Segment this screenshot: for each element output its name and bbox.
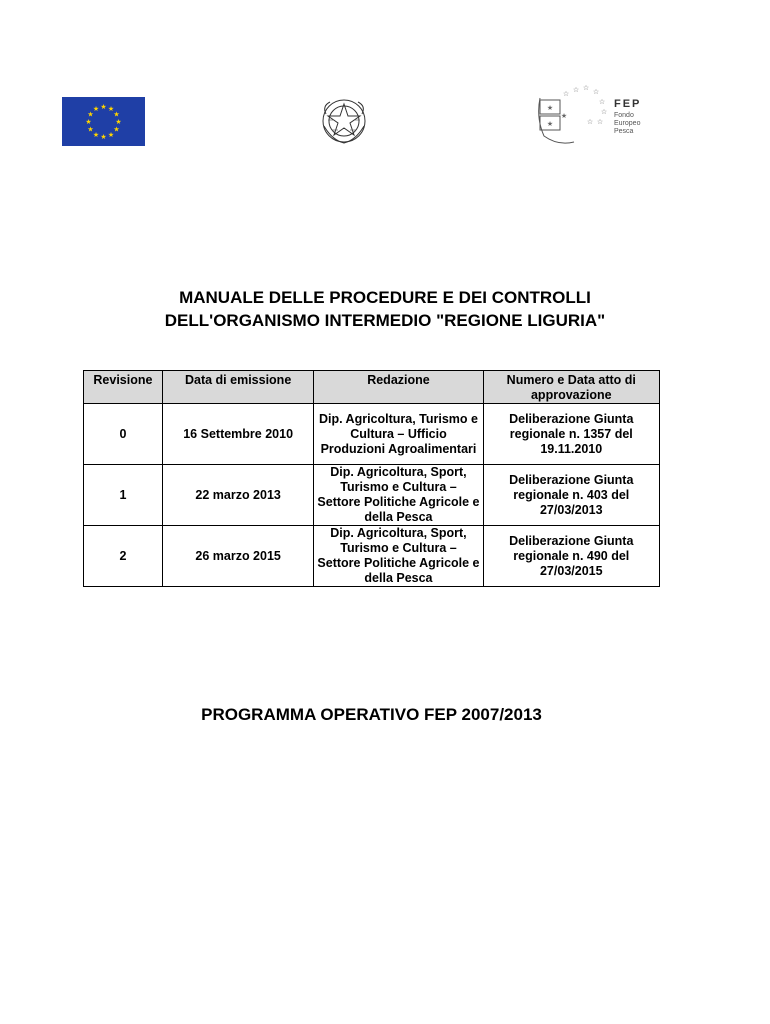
italian-republic-emblem	[318, 96, 370, 146]
header-redaction: Redazione	[314, 371, 483, 404]
header-approval: Numero e Data atto di approvazione	[483, 371, 659, 404]
cell-approval: Deliberazione Giunta regionale n. 403 del 27/03/2013	[483, 465, 659, 526]
document-title-line-1: MANUALE DELLE PROCEDURE E DEI CONTROLLI	[179, 288, 591, 307]
svg-text:★: ★	[107, 131, 115, 139]
svg-text:★: ★	[87, 110, 94, 119]
cell-date: 26 marzo 2015	[162, 526, 314, 587]
header-revision: Revisione	[84, 371, 163, 404]
cell-approval: Deliberazione Giunta regionale n. 1357 del 19.11.2010	[483, 404, 659, 465]
svg-text:☆: ☆	[592, 88, 600, 96]
cell-date: 22 marzo 2013	[162, 465, 314, 526]
cell-approval: Deliberazione Giunta regionale n. 490 del 27/03/2015	[483, 526, 659, 587]
svg-text:★: ★	[546, 104, 554, 112]
fep-logo-sub-1: Fondo	[614, 112, 634, 119]
svg-text:★: ★	[92, 105, 100, 113]
svg-text:★: ★	[115, 118, 122, 126]
svg-text:★: ★	[87, 125, 94, 134]
cell-redaction: Dip. Agricoltura, Turismo e Cultura – Ufficio Produzioni Agroalimentari	[314, 404, 483, 465]
svg-text:★: ★	[107, 105, 115, 113]
fep-logo-sub-3: Pesca	[614, 128, 634, 135]
svg-text:★: ★	[546, 120, 554, 128]
eu-flag-logo	[62, 97, 145, 146]
cell-revision: 1	[84, 465, 163, 526]
cell-redaction: Dip. Agricoltura, Sport, Turismo e Cultura – Settore Politiche Agricole e della Pesca	[314, 465, 483, 526]
table-row	[84, 404, 660, 465]
header-date: Data di emissione	[162, 371, 314, 404]
svg-text:★: ★	[113, 125, 120, 134]
svg-text:☆: ☆	[596, 118, 604, 126]
svg-text:★: ★	[100, 133, 107, 141]
svg-text:☆: ☆	[562, 90, 570, 98]
fep-logo	[534, 84, 654, 148]
table-row	[84, 526, 660, 587]
cell-date: 16 Settembre 2010	[162, 404, 314, 465]
table-row	[84, 465, 660, 526]
svg-text:☆: ☆	[600, 108, 608, 116]
cell-redaction: Dip. Agricoltura, Sport, Turismo e Cultura – Settore Politiche Agricole e della Pesca	[314, 526, 483, 587]
fep-logo-sub-2: Europeo	[614, 120, 641, 127]
document-title-line-2: DELL'ORGANISMO INTERMEDIO "REGIONE LIGURIA"	[164, 311, 606, 330]
revision-table	[83, 370, 660, 587]
cell-revision: 0	[84, 404, 163, 465]
svg-text:☆: ☆	[598, 98, 606, 106]
svg-text:☆: ☆	[586, 118, 594, 126]
program-title: PROGRAMMA OPERATIVO FEP 2007/2013	[201, 705, 542, 724]
svg-text:★: ★	[113, 110, 120, 119]
svg-text:☆: ☆	[572, 86, 580, 94]
cell-revision: 2	[84, 526, 163, 587]
svg-text:☆: ☆	[582, 84, 590, 92]
svg-text:★: ★	[100, 103, 107, 111]
document-title	[0, 286, 770, 332]
svg-text:★: ★	[560, 112, 568, 120]
table-header-row	[84, 371, 660, 404]
fep-logo-word: FEP	[614, 98, 642, 110]
svg-text:★: ★	[85, 118, 92, 126]
svg-text:★: ★	[92, 131, 100, 139]
